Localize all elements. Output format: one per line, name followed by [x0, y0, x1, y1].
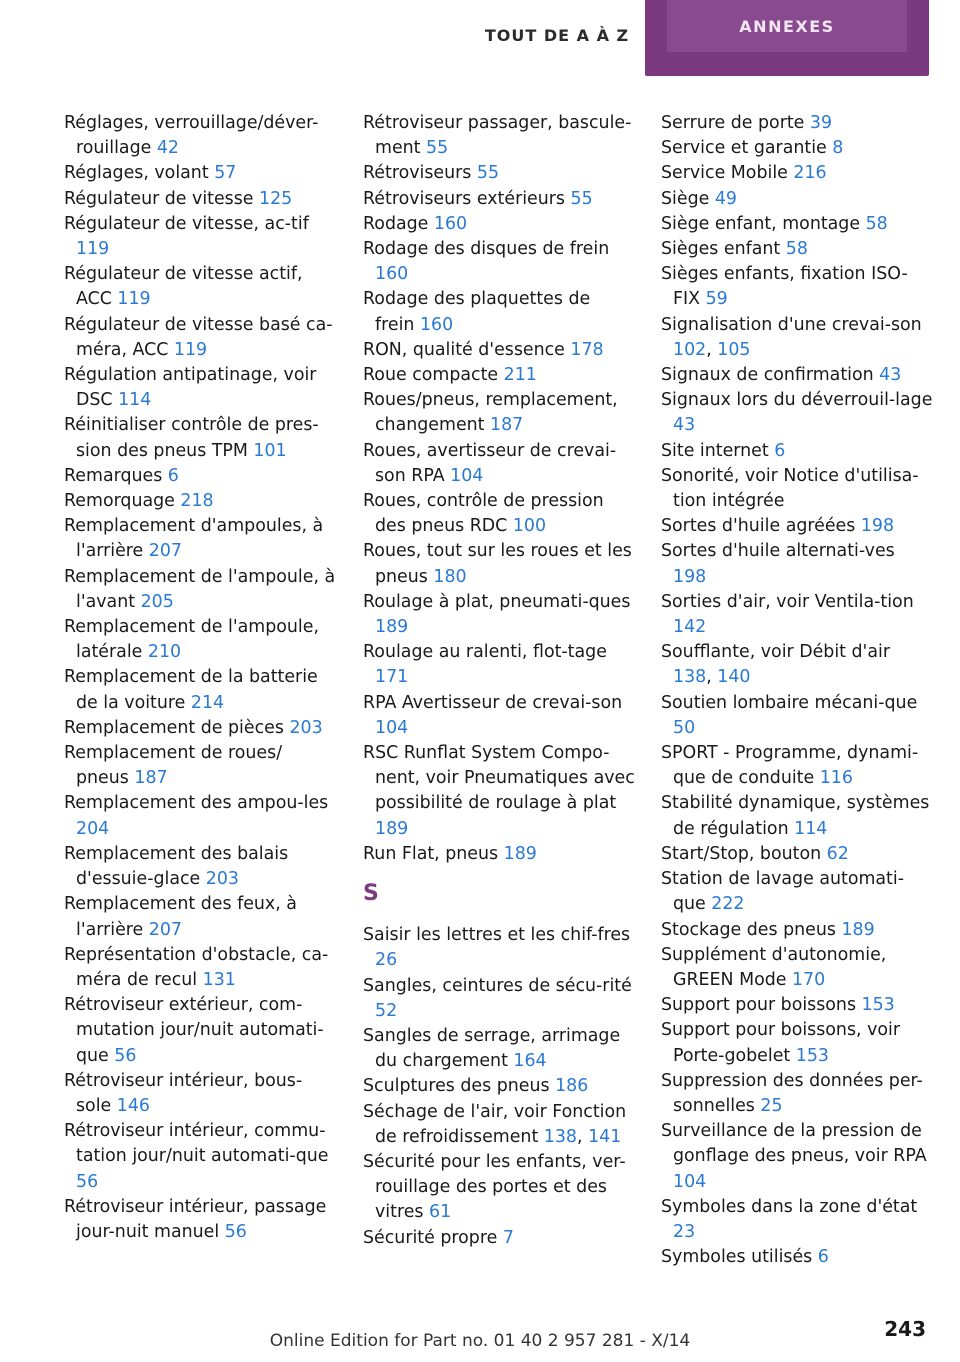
index-entry-term: Surveillance de la pression de gonflage des pneus, voir RPA [661, 1121, 927, 1167]
index-entry [661, 943, 933, 993]
index-entry-term: Remorquage [64, 491, 181, 512]
page-number: 243 [884, 1317, 926, 1341]
index-entry [64, 993, 336, 1069]
index-entry [661, 439, 933, 464]
index-entry-term: Support pour boissons [661, 995, 862, 1016]
index-entry-term: Remplacement des ampou-les [64, 793, 329, 814]
index-entry-term: Rétroviseur intérieur, commu-tation jour/nuit automati-que [64, 1121, 329, 1167]
index-entry-term: Roues, tout sur les roues et les pneus [363, 541, 632, 587]
page-reference-link[interactable]: 187 [490, 415, 524, 436]
index-entry [64, 413, 336, 463]
index-entry-term: Représentation d'obstacle, ca-méra de recul [64, 944, 329, 990]
index-entry-term: Régulateur de vitesse [64, 188, 260, 209]
section-title: TOUT DE A À Z [484, 25, 630, 45]
index-letter-heading: S [363, 881, 379, 907]
index-entry-term: Séchage de l'air, voir Fonction de refroidissement [363, 1101, 627, 1147]
index-entry [661, 514, 933, 539]
index-entry-term: Rétroviseur intérieur, passage jour-nuit manuel [64, 1196, 327, 1242]
index-entry [661, 464, 933, 514]
page-reference-link[interactable]: 180 [433, 566, 467, 587]
page-reference-link[interactable]: 55 [476, 163, 500, 184]
index-entry-term: Roue compacte [363, 365, 504, 386]
page-reference-link[interactable]: 102 [673, 339, 707, 360]
index-entry-term: Réglages, volant [64, 163, 215, 184]
page-reference-link[interactable]: 100 [512, 516, 547, 537]
index-entry [363, 1024, 635, 1074]
page-reference-link[interactable]: 160 [375, 264, 409, 285]
index-entry-term: Start/Stop, bouton [661, 843, 827, 864]
index-entry-term: Soutien lombaire mécani-que [661, 692, 918, 713]
index-entry-term: Sorties d'air, voir Ventila-tion [661, 591, 914, 612]
page-reference-link[interactable]: 146 [116, 1095, 150, 1116]
page-reference-link[interactable]: 189 [841, 919, 875, 940]
page-reference-link[interactable]: 114 [794, 818, 828, 839]
index-entry-term: Roulage au ralenti, flot-tage [363, 642, 607, 663]
page-reference-link[interactable]: 138 [673, 667, 707, 688]
index-entry [363, 842, 635, 867]
index-entry-term: Remarques [64, 465, 168, 486]
page-reference-link[interactable]: 214 [190, 692, 225, 713]
page-reference-link[interactable]: 104 [375, 717, 409, 738]
page-reference-link[interactable]: 164 [513, 1051, 547, 1072]
index-entry-term: Remplacement de la batterie de la voiture [64, 667, 318, 713]
index-entry [64, 1195, 336, 1245]
page-reference-link[interactable]: 153 [795, 1045, 829, 1066]
index-entry [661, 691, 933, 741]
index-entry [363, 590, 635, 640]
page-reference-link[interactable]: 8 [832, 138, 844, 159]
index-entry-term: Réglages, verrouillage/déver-rouillage [64, 113, 319, 159]
page-reference-link[interactable]: 61 [429, 1202, 452, 1223]
index-entry-term: Réinitialiser contrôle de pres-sion des pneus TPM [64, 415, 319, 461]
index-entry-term: Supplément d'autonomie, GREEN Mode [661, 944, 887, 990]
page-reference-link[interactable]: 101 [253, 440, 287, 461]
page-reference-link[interactable]: 119 [117, 289, 151, 310]
index-entry [64, 791, 336, 841]
index-entry: Séchage de l'air, voir Fonction de refroidissement 138, 141 [363, 1101, 627, 1147]
page-reference-link[interactable]: 62 [826, 843, 849, 864]
index-entry [64, 1119, 336, 1195]
index-entry [661, 363, 933, 388]
index-entry [363, 691, 635, 741]
index-entry [363, 388, 635, 438]
page-reference-link[interactable]: 153 [861, 995, 895, 1016]
index-entry-term: Serrure de porte [661, 113, 810, 133]
index-entry [661, 1195, 933, 1245]
index-entry [363, 111, 635, 161]
index-entry [363, 212, 635, 237]
index-entry-term: Sécurité pour les enfants, ver-rouillage des portes et des vitres [363, 1151, 626, 1223]
page-reference-link[interactable]: 52 [375, 1000, 398, 1021]
index-entry [661, 161, 933, 186]
page-reference-link[interactable]: 171 [375, 667, 409, 688]
page-reference-link[interactable]: 23 [673, 1221, 696, 1242]
index-entry-term: Suppression des données per-sonnelles [661, 1070, 923, 1116]
index-entry [64, 262, 336, 312]
index-entry-term: Stabilité dynamique, systèmes de régulation [661, 793, 930, 839]
index-entry-term: Soufflante, voir Débit d'air [661, 642, 890, 663]
index-entry-term: Régulateur de vitesse, ac-tif [64, 213, 309, 234]
page-reference-link[interactable]: 198 [673, 566, 707, 587]
index-entry [661, 791, 933, 841]
index-column-3 [661, 111, 933, 1270]
index-entry [64, 187, 336, 212]
index-entry-term: Sortes d'huile alternati-ves [661, 541, 895, 562]
page-reference-link[interactable]: 125 [259, 188, 293, 209]
index-entry-term: Rodage des disques de frein [363, 239, 610, 260]
index-entry-term: Roues, contrôle de pression des pneus RDC [363, 491, 604, 537]
index-entry [64, 111, 336, 161]
index-entry-term: Remplacement des balais d'essuie-glace [64, 843, 289, 890]
index-entry [64, 892, 336, 942]
index-entry-term: Site internet [661, 440, 775, 461]
index-entry [64, 741, 336, 791]
index-entry [363, 237, 635, 287]
page-reference-link[interactable]: 50 [673, 717, 696, 738]
index-entry [363, 187, 635, 212]
index-entry-term: Siège enfant, montage [661, 213, 866, 234]
page-reference-link[interactable]: 43 [673, 415, 696, 436]
index-entry-term: Service et garantie [661, 138, 833, 159]
index-entry-term: Signaux lors du déverrouil-lage [661, 390, 933, 411]
index-entry-term: Stockage des pneus [661, 919, 842, 940]
footer-edition: Online Edition for Part no. 01 40 2 957 281 - X/14 [269, 1331, 691, 1351]
index-entry-term: Sièges enfants, fixation ISO-FIX [661, 264, 908, 310]
page-reference-link[interactable]: 39 [809, 113, 833, 133]
index-entry-term: Symboles utilisés [661, 1247, 818, 1268]
index-entry-term: Remplacement d'ampoules, à l'arrière [64, 516, 324, 562]
index-entry-term: Rétroviseurs [363, 163, 477, 184]
index-entry [661, 741, 933, 791]
index-entry-term: Remplacement de l'ampoule, à l'avant [64, 566, 336, 612]
page-reference-link[interactable]: 114 [118, 390, 152, 411]
page-reference-link[interactable]: 170 [791, 969, 826, 990]
page-reference-link[interactable]: 189 [503, 843, 537, 864]
page-reference-link[interactable]: 205 [140, 591, 174, 612]
index-entry [363, 338, 635, 363]
index-entry [363, 161, 635, 186]
index-entry-term: Roues/pneus, remplacement, changement [363, 390, 618, 436]
index-entry-term: Rétroviseurs extérieurs [363, 188, 571, 209]
page-reference-link[interactable]: 56 [76, 1171, 99, 1192]
index-entry [661, 237, 933, 262]
page-reference-link[interactable]: 203 [205, 869, 239, 890]
page-reference-link[interactable]: 119 [76, 239, 110, 260]
page-reference-link[interactable]: 178 [570, 339, 604, 360]
index-entry [363, 439, 635, 489]
index-entry-term: RON, qualité d'essence [363, 339, 571, 360]
page-reference-link[interactable]: 7 [502, 1227, 514, 1248]
index-entry [661, 993, 933, 1018]
index-column-2 [363, 111, 635, 1251]
index-entry [64, 716, 336, 741]
page-reference-link[interactable]: 59 [705, 289, 728, 310]
section-tab-annexes[interactable]: ANNEXES [667, 0, 907, 52]
index-entry-term: Rétroviseur intérieur, bous-sole [64, 1070, 303, 1116]
page-reference-link[interactable]: 55 [570, 188, 593, 209]
page-reference-link[interactable]: 104 [450, 465, 484, 486]
index-entry-term: Rétroviseur passager, bascule-ment [363, 113, 632, 159]
index-entry [64, 665, 336, 715]
index-entry [661, 187, 933, 212]
index-entry [661, 867, 933, 917]
page-reference-link[interactable]: 218 [180, 491, 214, 512]
index-entry-term: Régulateur de vitesse actif, ACC [64, 264, 303, 310]
page-reference-link[interactable]: 49 [714, 188, 737, 209]
index-entry [661, 136, 933, 161]
index-entry: Signalisation d'une crevai-son 102, 105 [661, 314, 922, 360]
page-reference-link[interactable]: 142 [673, 617, 707, 638]
index-entry [64, 489, 336, 514]
page-reference-link[interactable]: 207 [148, 919, 182, 940]
page-reference-link[interactable]: 104 [673, 1171, 707, 1192]
index-entry [661, 1069, 933, 1119]
index-entry [64, 212, 336, 262]
page-reference-link[interactable]: 6 [167, 465, 179, 486]
index-entry [661, 212, 933, 237]
index-entry-term: RPA Avertisseur de crevai-son [363, 692, 623, 713]
index-entry [363, 741, 635, 842]
index-entry-term: RSC Runflat System Compo-nent, voir Pneumatiques avec possibilité de roulage à plat [363, 743, 635, 814]
page-reference-link[interactable]: 189 [375, 818, 409, 839]
index-entry [363, 640, 635, 690]
index-entry-term: Siège [661, 188, 715, 209]
index-entry-term: Remplacement des feux, à l'arrière [64, 894, 297, 940]
page-reference-link[interactable]: 141 [588, 1126, 622, 1147]
index-entry-term: Rodage [363, 213, 434, 234]
page-reference-link[interactable]: 56 [224, 1221, 247, 1242]
index-entry [363, 363, 635, 388]
page-reference-link[interactable]: 140 [717, 667, 751, 688]
index-entry [363, 974, 635, 1024]
index-entry [64, 842, 336, 892]
page-reference-link[interactable]: 198 [860, 516, 895, 537]
page-reference-link[interactable]: 204 [76, 818, 110, 839]
index-entry-term: Service Mobile [661, 163, 794, 184]
index-entry [64, 514, 336, 564]
index-entry [661, 918, 933, 943]
page-reference-link[interactable]: 216 [793, 163, 827, 184]
page-reference-link[interactable]: 189 [375, 617, 409, 638]
index-entry-term: Sécurité propre [363, 1227, 503, 1248]
index-entry [661, 388, 933, 438]
index-entry [661, 1119, 933, 1195]
index-entry [64, 943, 336, 993]
page-reference-link[interactable]: 25 [760, 1095, 783, 1116]
index-entry-term: Station de lavage automati-que [661, 869, 904, 915]
page-reference-link[interactable]: 160 [419, 314, 454, 335]
page-reference-link[interactable]: 42 [156, 138, 179, 159]
page-reference-link[interactable]: 203 [289, 717, 323, 738]
page-reference-link[interactable]: 222 [711, 894, 745, 915]
index-entry-term: Run Flat, pneus [363, 843, 504, 864]
index-entry-term: Sculptures des pneus [363, 1076, 556, 1097]
page-reference-link[interactable]: 119 [173, 339, 208, 360]
index-entry [64, 615, 336, 665]
index-entry-term: Remplacement de l'ampoule, latérale [64, 617, 319, 663]
index-entry [661, 1018, 933, 1068]
index-entry-term: Symboles dans la zone d'état [661, 1196, 918, 1217]
index-entry-term: Rétroviseur extérieur, com-mutation jour/nuit automati-que [64, 995, 324, 1066]
index-entry [661, 842, 933, 867]
index-entry [363, 489, 635, 539]
index-entry-term: Sièges enfant [661, 239, 786, 260]
index-entry [363, 1226, 635, 1251]
index-column-1 [64, 111, 336, 1245]
page-reference-link[interactable]: 26 [375, 950, 398, 971]
page-reference-link[interactable]: 187 [134, 768, 168, 789]
page-reference-link[interactable]: 186 [555, 1076, 589, 1097]
index-entry-term: Sortes d'huile agréées [661, 516, 861, 537]
index-entry [661, 1245, 933, 1270]
index-entry-term: Remplacement de roues/ pneus [64, 743, 283, 789]
page-reference-link[interactable]: 57 [214, 163, 237, 184]
page-reference-link[interactable]: 116 [819, 768, 853, 789]
index-entry-term: Régulateur de vitesse basé ca-méra, ACC [64, 314, 333, 360]
page-reference-link[interactable]: 131 [202, 969, 236, 990]
index-entry-term: Régulation antipatinage, voir DSC [64, 365, 317, 411]
index-entry [661, 590, 933, 640]
index-entry [661, 111, 933, 136]
index-entry [363, 1150, 635, 1226]
index-entry [64, 464, 336, 489]
index-entry [363, 1074, 635, 1099]
page-reference-link[interactable]: 105 [717, 339, 751, 360]
index-entry-term: Rodage des plaquettes de frein [363, 289, 591, 335]
page-reference-link[interactable]: 43 [879, 365, 902, 386]
index-entry [363, 923, 635, 973]
index-entry-term: Sonorité, voir Notice d'utilisa-tion intégrée [661, 465, 919, 512]
page-reference-link[interactable]: 160 [433, 213, 468, 234]
page-reference-link[interactable]: 58 [865, 213, 888, 234]
page-reference-link[interactable]: 138 [543, 1126, 577, 1147]
index-entry [64, 313, 336, 363]
index-entry-term: Signalisation d'une crevai-son [661, 314, 922, 335]
page-reference-link[interactable]: 58 [785, 239, 808, 260]
index-entry [661, 539, 933, 589]
index-entry: Soufflante, voir Débit d'air 138, 140 [661, 642, 890, 688]
page-reference-link[interactable]: 210 [147, 642, 182, 663]
index-entry-term: Sangles, ceintures de sécu-rité [363, 975, 632, 996]
index-entry [64, 161, 336, 186]
page-reference-link[interactable]: 55 [426, 138, 449, 159]
page-reference-link[interactable]: 6 [774, 440, 786, 461]
index-entry [64, 363, 336, 413]
page-reference-link[interactable]: 211 [503, 365, 537, 386]
index-entry-term: Roulage à plat, pneumati-ques [363, 591, 631, 612]
index-entry-term: Roues, avertisseur de crevai-son RPA [363, 440, 617, 486]
index-entry-term: Sangles de serrage, arrimage du chargement [363, 1025, 621, 1072]
page-reference-link[interactable]: 6 [817, 1247, 829, 1268]
index-entry [363, 539, 635, 589]
index-entry-term: Remplacement de pièces [64, 717, 290, 738]
index-entry-term: Saisir les lettres et les chif-fres [363, 925, 631, 946]
index-entry [64, 1069, 336, 1119]
index-entry [661, 262, 933, 312]
index-entry [64, 565, 336, 615]
index-entry [363, 287, 635, 337]
index-entry-term: Support pour boissons, voir Porte-gobelet [661, 1020, 900, 1066]
page-reference-link[interactable]: 207 [148, 541, 182, 562]
index-entry-term: SPORT - Programme, dynami-que de conduite [661, 743, 919, 789]
index-entry-term: Signaux de confirmation [661, 365, 880, 386]
page-reference-link[interactable]: 56 [114, 1045, 137, 1066]
